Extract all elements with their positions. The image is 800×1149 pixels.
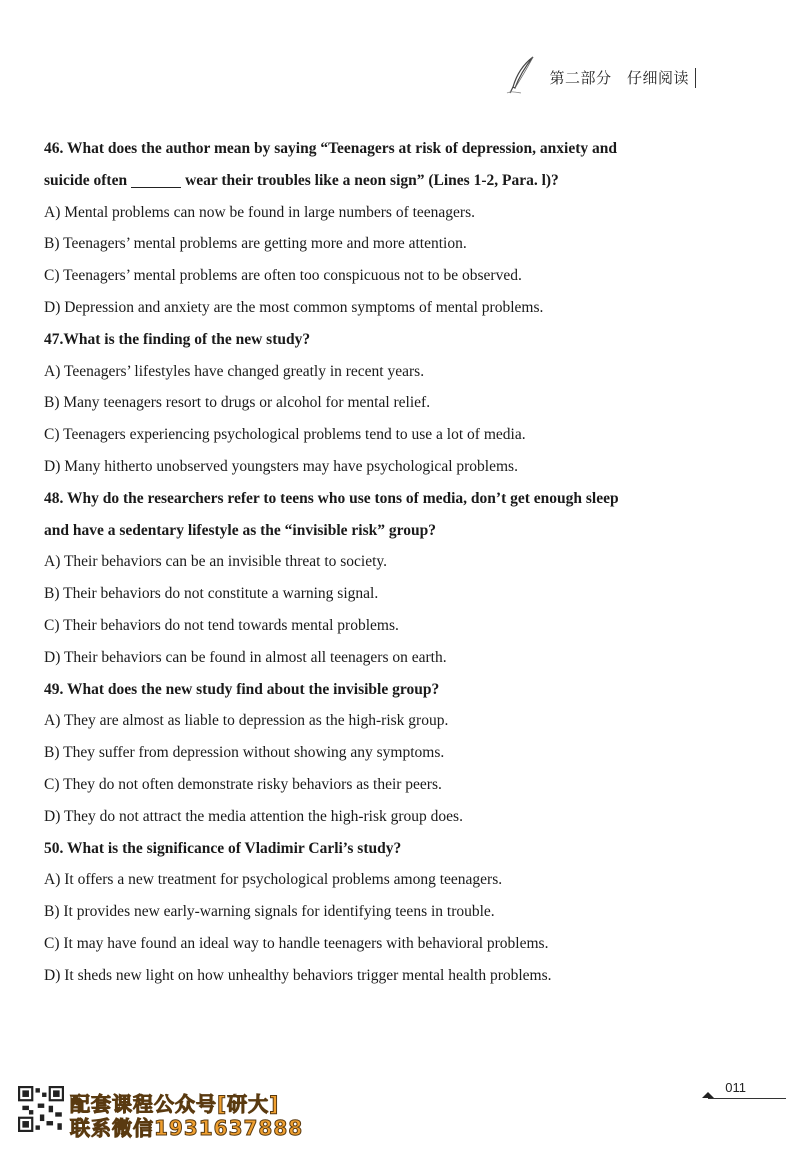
question-46 [44, 133, 734, 324]
option-b: B) Teenagers’ mental problems are getting more and more attention. [44, 235, 467, 253]
watermark-line-1: 配套课程公众号[研大] [70, 1092, 280, 1116]
page-rule [708, 1098, 786, 1099]
section-title: 第二部分 仔细阅读 [549, 68, 696, 88]
question-stem: 48. Why do the researchers refer to teens who use tons of media, don’t get enough sleep [44, 489, 619, 507]
question-50 [44, 833, 734, 992]
question-stem: 50. What is the significance of Vladimir Carli’s study? [44, 839, 402, 857]
option-b: B) Their behaviors do not constitute a warning signal. [44, 585, 379, 603]
stem-text-before-blank: suicide often [44, 171, 128, 189]
option-b: B) It provides new early-warning signals for identifying teens in trouble. [44, 903, 495, 921]
page-number: 011 [725, 1080, 746, 1095]
question-stem: and have a sedentary lifestyle as the “invisible risk” group? [44, 521, 436, 539]
question-stem: 46. What does the author mean by saying “Teenagers at risk of depression, anxiety and [44, 140, 617, 157]
option-d: D) It sheds new light on how unhealthy behaviors trigger mental health problems. [44, 966, 552, 984]
option-c: C) It may have found an ideal way to handle teenagers with behavioral problems. [44, 934, 549, 952]
option-a: A) Mental problems can now be found in large numbers of teenagers. [44, 203, 476, 221]
option-a: A) They are almost as liable to depression as the high-risk group. [44, 712, 449, 730]
question-stem-with-blank [44, 165, 734, 197]
page-header [505, 54, 696, 96]
question-stem: 47.What is the finding of the new study? [44, 330, 311, 348]
option-a: A) Teenagers’ lifestyles have changed greatly in recent years. [44, 362, 425, 380]
question-49 [44, 674, 734, 833]
option-d: D) Their behaviors can be found in almost all teenagers on earth. [44, 648, 447, 666]
qr-code-icon [18, 1086, 64, 1132]
question-48 [44, 483, 734, 674]
option-b: B) Many teenagers resort to drugs or alcohol for mental relief. [44, 394, 431, 412]
option-a: A) Their behaviors can be an invisible threat to society. [44, 553, 388, 571]
option-c: C) Their behaviors do not tend towards mental problems. [44, 616, 399, 634]
option-d: D) Depression and anxiety are the most common symptoms of mental problems. [44, 298, 544, 316]
question-stem: 49. What does the new study find about the invisible group? [44, 680, 440, 698]
option-b: B) They suffer from depression without showing any symptoms. [44, 744, 445, 762]
question-47 [44, 324, 734, 483]
fill-blank [131, 171, 181, 188]
option-d: D) Many hitherto unobserved youngsters may have psychological problems. [44, 457, 518, 475]
watermark-line-2: 联系微信1931637888 [70, 1116, 304, 1140]
question-list [44, 133, 734, 992]
quill-icon [505, 55, 539, 95]
option-d: D) They do not attract the media attention the high-risk group does. [44, 807, 463, 825]
option-c: C) They do not often demonstrate risky behaviors as their peers. [44, 775, 442, 793]
option-c: C) Teenagers experiencing psychological problems tend to use a lot of media. [44, 426, 526, 444]
option-a: A) It offers a new treatment for psychological problems among teenagers. [44, 871, 503, 889]
stem-text-after-blank: wear their troubles like a neon sign” (Lines 1-2, Para. l)? [185, 171, 559, 189]
page-footer [0, 1070, 800, 1149]
option-c: C) Teenagers’ mental problems are often too conspicuous not to be observed. [44, 267, 522, 285]
